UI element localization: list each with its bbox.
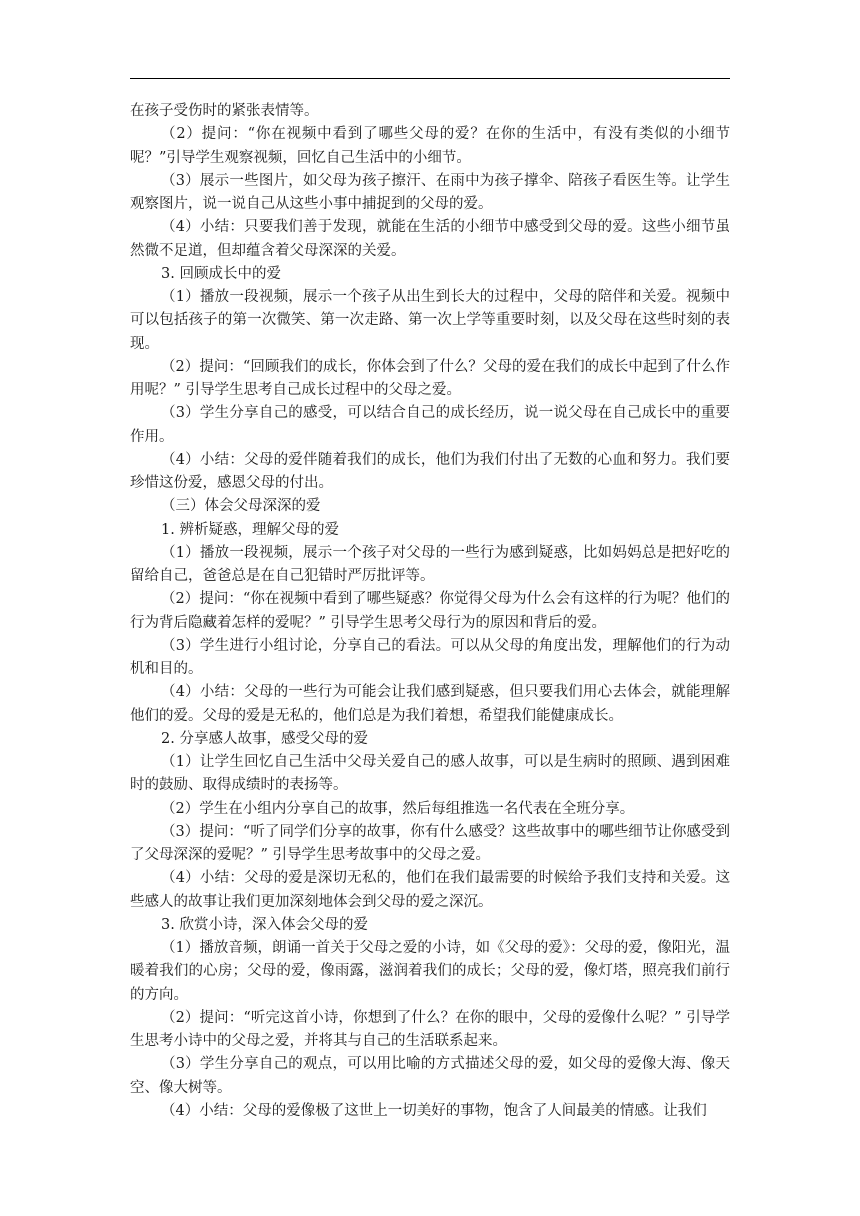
paragraph-3: （3）展示一些图片，如父母为孩子擦汗、在雨中为孩子撑伞、陪孩子看医生等。让学生观察图片，说一说自己从这些小事中捕捉到的父母的爱。 xyxy=(130,172,730,212)
paragraph-23: （2）提问：“听完这首小诗，你想到了什么？在你的眼中，父母的爱像什么呢？” 引导学生思考小诗中的父母之爱，并将其与自己的生活联系起来。 xyxy=(130,1009,730,1049)
paragraph-7: （2）提问：“回顾我们的成长，你体会到了什么？父母的爱在我们的成长中起到了什么作用呢？” 引导学生思考自己成长过程中的父母之爱。 xyxy=(130,358,730,398)
paragraph-1: 在孩子受伤时的紧张表情等。 xyxy=(130,103,319,119)
section-heading-3b: 3. 欣赏小诗，深入体会父母的爱 xyxy=(161,916,368,933)
paragraph-13: （2）提问：“你在视频中看到了哪些疑惑？你觉得父母为什么会有这样的行为呢？他们的行为背后隐藏着怎样的爱呢？” 引导学生思考父母行为的原因和背后的爱。 xyxy=(130,591,730,631)
header-rule xyxy=(130,78,730,79)
paragraph-17: （1）让学生回忆自己生活中父母关爱自己的感人故事，可以是生病时的照顾、遇到困难时的鼓励、取得成绩时的表扬等。 xyxy=(130,754,730,794)
paragraph-25: （4）小结：父母的爱像极了这世上一切美好的事物，饱含了人间最美的情感。让我们 xyxy=(161,1102,707,1119)
paragraph-19: （3）提问：“听了同学们分享的故事，你有什么感受？这些故事中的哪些细节让你感受到了父母深深的爱呢？” 引导学生思考故事中的父母之爱。 xyxy=(130,823,730,863)
paragraph-20: （4）小结：父母的爱是深切无私的，他们在我们最需要的时候给予我们支持和关爱。这些感人的故事让我们更加深刻地体会到父母的爱之深沉。 xyxy=(130,870,730,910)
paragraph-18: （2）学生在小组内分享自己的故事，然后每组推选一名代表在全班分享。 xyxy=(161,800,635,817)
paragraph-14: （3）学生进行小组讨论，分享自己的看法。可以从父母的角度出发，理解他们的行为动机和目的。 xyxy=(130,637,730,677)
chapter-heading-3: （三）体会父母深深的爱 xyxy=(161,498,321,515)
section-heading-2: 2. 分享感人故事，感受父母的爱 xyxy=(161,730,368,747)
section-heading-3: 3. 回顾成长中的爱 xyxy=(161,265,281,282)
paragraph-12: （1）播放一段视频，展示一个孩子对父母的一些行为感到疑惑，比如妈妈总是把好吃的留给自己，爸爸总是在自己犯错时严厉批评等。 xyxy=(130,544,730,584)
section-heading-1: 1. 辨析疑惑，理解父母的爱 xyxy=(161,521,339,538)
paragraph-24: （3）学生分享自己的观点，可以用比喻的方式描述父母的爱，如父母的爱像大海、像天空、像大树等。 xyxy=(130,1056,730,1096)
paragraph-15: （4）小结：父母的一些行为可能会让我们感到疑惑，但只要我们用心去体会，就能理解他们的爱。父母的爱是无私的，他们总是为我们着想，希望我们能健康成长。 xyxy=(130,684,730,724)
paragraph-4: （4）小结：只要我们善于发现，就能在生活的小细节中感受到父母的爱。这些小细节虽然微不足道，但却蕴含着父母深深的关爱。 xyxy=(130,219,730,259)
paragraph-6: （1）播放一段视频，展示一个孩子从出生到长大的过程中，父母的陪伴和关爱。视频中可以包括孩子的第一次微笑、第一次走路、第一次上学等重要时刻，以及父母在这些时刻的表现。 xyxy=(130,289,730,352)
paragraph-22: （1）播放音频，朗诵一首关于父母之爱的小诗，如《父母的爱》：父母的爱，像阳光，温暖着我们的心房；父母的爱，像雨露，滋润着我们的成长；父母的爱，像灯塔，照亮我们前行的方向。 xyxy=(130,940,730,1003)
document-body xyxy=(130,100,730,1123)
paragraph-9: （4）小结：父母的爱伴随着我们的成长，他们为我们付出了无数的心血和努力。我们要珍惜这份爱，感恩父母的付出。 xyxy=(130,451,730,491)
paragraph-2: （2）提问：“你在视频中看到了哪些父母的爱？在你的生活中，有没有类似的小细节呢？”引导学生观察视频，回忆自己生活中的小细节。 xyxy=(130,126,730,166)
paragraph-8: （3）学生分享自己的感受，可以结合自己的成长经历，说一说父母在自己成长中的重要作用。 xyxy=(130,405,730,445)
